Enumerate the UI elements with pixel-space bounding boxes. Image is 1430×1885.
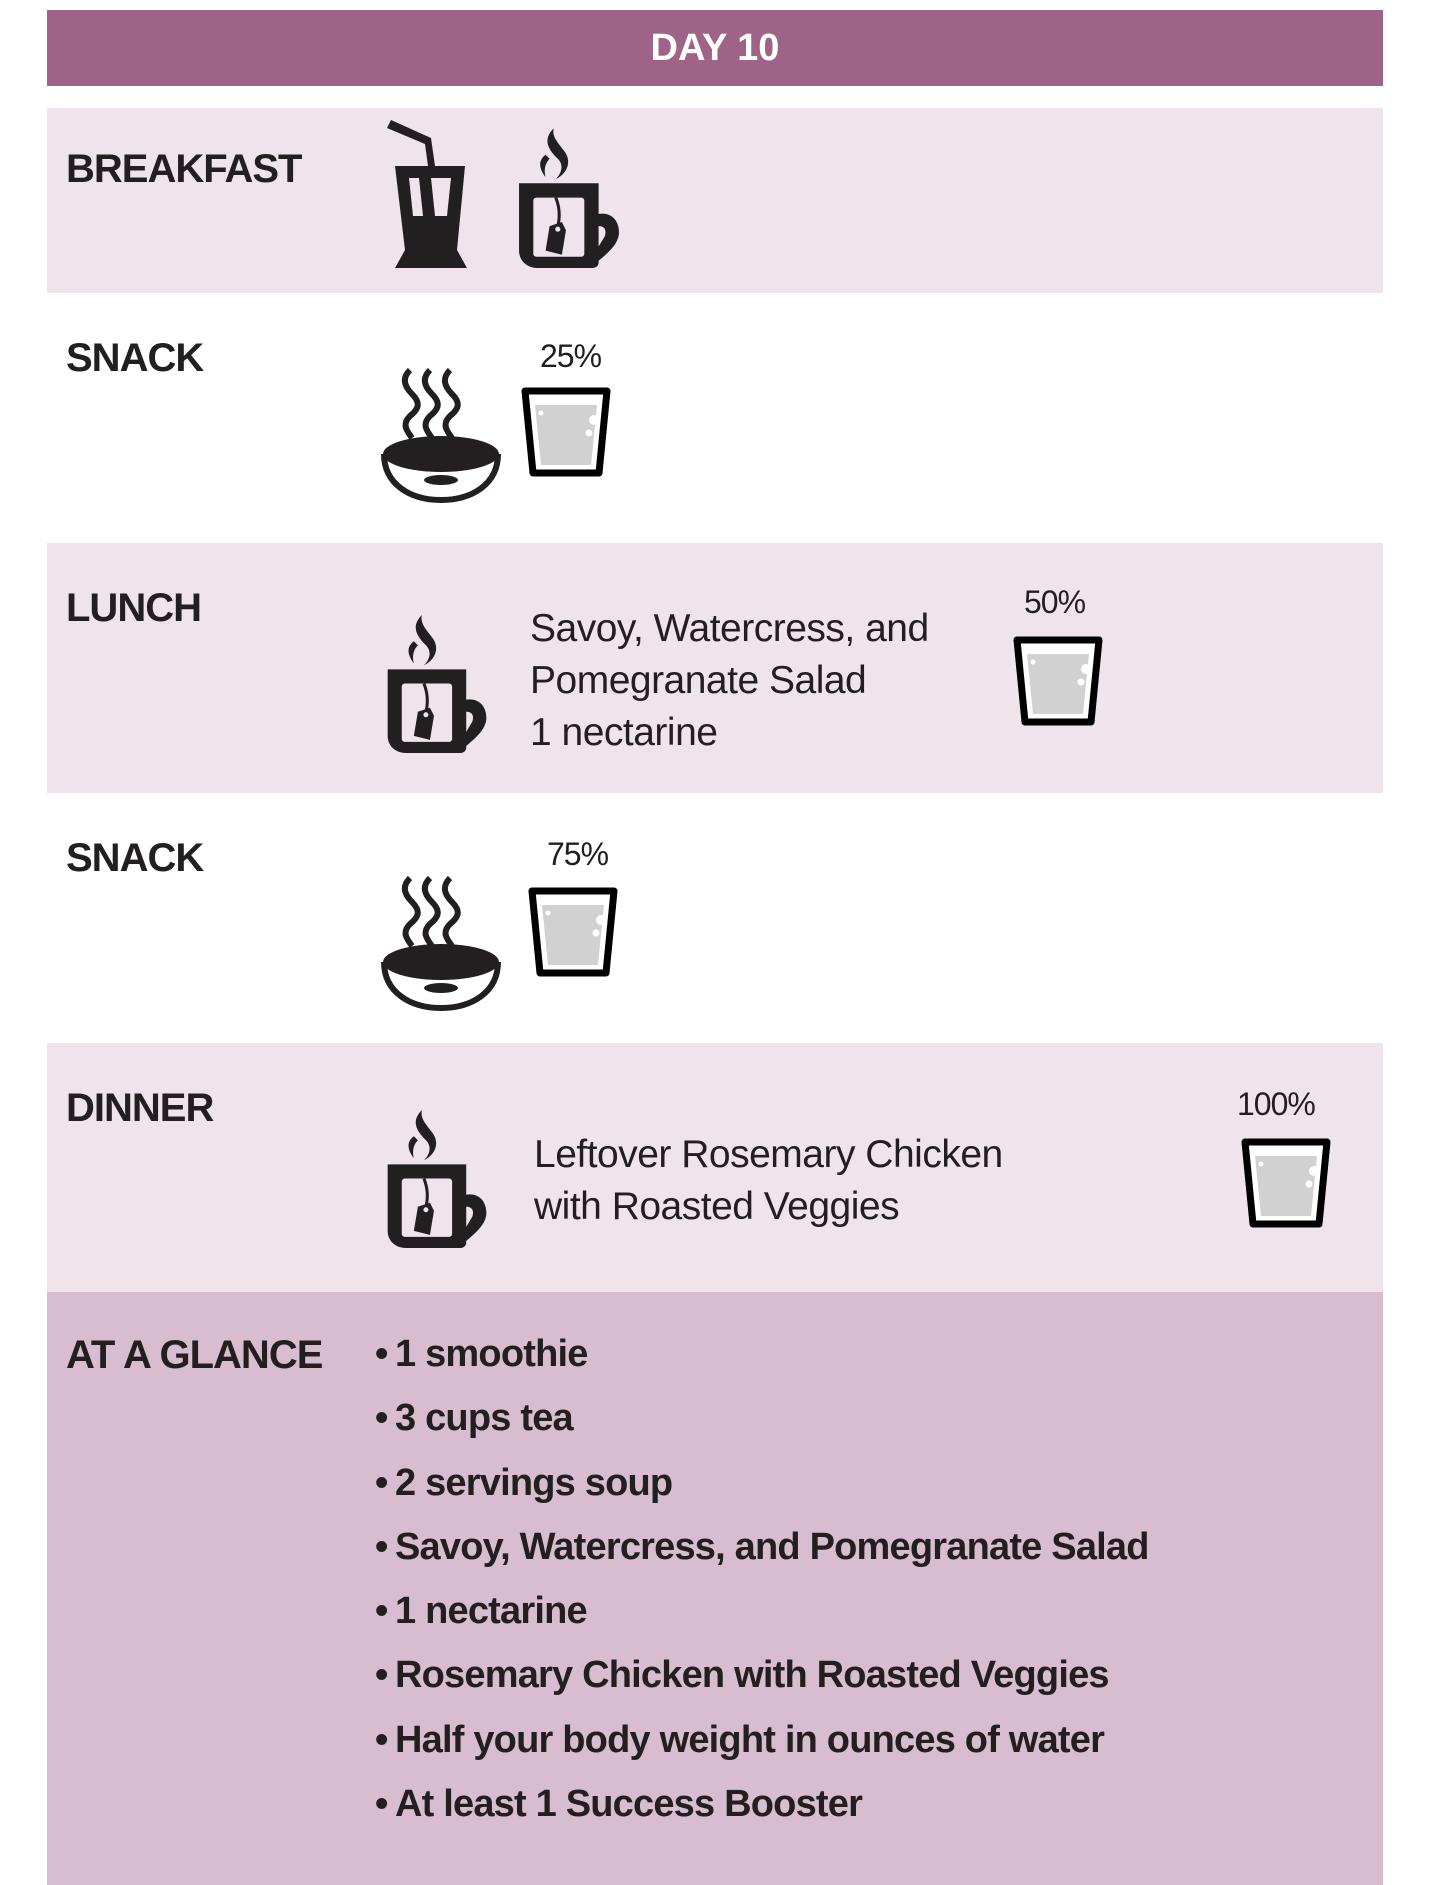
- meal-description: [534, 1129, 1003, 1233]
- tea-mug-icon: [517, 120, 619, 268]
- meal-row-lunch: [47, 543, 1383, 793]
- water-percent-label: 50%: [1024, 584, 1086, 620]
- meal-label-snack: SNACK: [66, 336, 204, 380]
- glance-item: • 1 smoothie: [375, 1322, 1149, 1386]
- day-header-bar: [47, 10, 1383, 86]
- at-a-glance-label: AT A GLANCE: [66, 1333, 323, 1377]
- meal-line: Leftover Rosemary Chicken: [534, 1133, 1003, 1176]
- water-glass-icon: [1013, 636, 1103, 728]
- soup-bowl-icon: [380, 368, 502, 504]
- meal-label-breakfast: BREAKFAST: [66, 147, 302, 191]
- at-a-glance-section: [47, 1292, 1383, 1885]
- tea-mug-icon: [385, 607, 487, 753]
- meal-line: Pomegranate Salad: [530, 659, 867, 702]
- meal-row-dinner: [47, 1043, 1383, 1292]
- day-title: DAY 10: [650, 26, 780, 69]
- bullet-icon: •: [375, 1525, 388, 1568]
- glance-item: • 2 servings soup: [375, 1451, 1149, 1515]
- bullet-icon: •: [375, 1397, 388, 1440]
- water-glass-icon: [528, 887, 618, 979]
- bullet-icon: •: [375, 1461, 388, 1504]
- bullet-icon: •: [375, 1783, 388, 1826]
- glance-item: • Rosemary Chicken with Roasted Veggies: [375, 1643, 1149, 1707]
- meal-line: with Roasted Veggies: [534, 1185, 900, 1228]
- water-glass-icon: [521, 387, 611, 479]
- bullet-icon: •: [375, 1718, 388, 1761]
- meal-row-snack-1: [47, 293, 1383, 543]
- at-a-glance-list: [375, 1322, 1149, 1836]
- meal-line: 1 nectarine: [530, 711, 718, 754]
- glance-item: • 3 cups tea: [375, 1386, 1149, 1450]
- meal-row-snack-2: [47, 793, 1383, 1043]
- bullet-icon: •: [375, 1333, 388, 1375]
- meal-description: [530, 603, 929, 759]
- water-glass-icon: [1241, 1138, 1331, 1230]
- smoothie-icon: [387, 120, 473, 268]
- bullet-icon: •: [375, 1590, 388, 1633]
- water-percent-label: 75%: [547, 836, 609, 872]
- meal-row-breakfast: [47, 108, 1383, 293]
- glance-item: • Savoy, Watercress, and Pomegranate Salad: [375, 1515, 1149, 1579]
- bullet-icon: •: [375, 1654, 388, 1697]
- meal-line: Savoy, Watercress, and: [530, 607, 929, 650]
- meal-label-dinner: DINNER: [66, 1086, 214, 1130]
- glance-item: • Half your body weight in ounces of water: [375, 1708, 1149, 1772]
- glance-item: • 1 nectarine: [375, 1579, 1149, 1643]
- meal-label-snack: SNACK: [66, 836, 204, 880]
- glance-item: • At least 1 Success Booster: [375, 1772, 1149, 1836]
- water-percent-label: 25%: [540, 338, 602, 374]
- tea-mug-icon: [385, 1102, 487, 1248]
- meal-label-lunch: LUNCH: [66, 586, 201, 630]
- water-percent-label: 100%: [1237, 1086, 1315, 1122]
- soup-bowl-icon: [380, 876, 502, 1012]
